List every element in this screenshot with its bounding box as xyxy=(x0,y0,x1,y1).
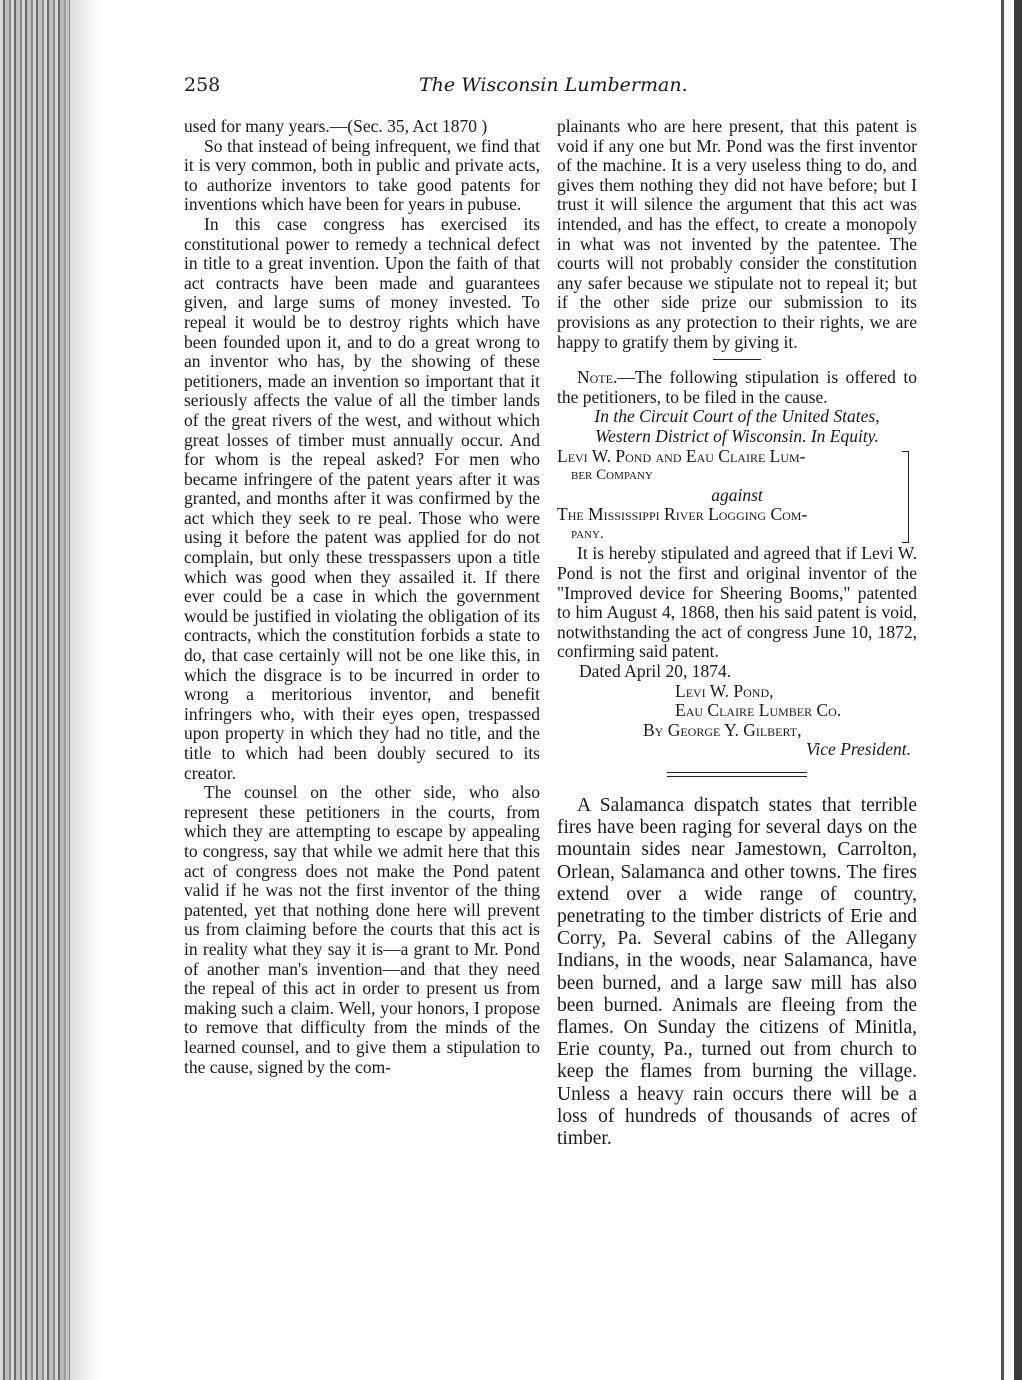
signer-title: Vice President. xyxy=(806,739,911,760)
signer: Levi W. Pond, xyxy=(675,680,774,701)
signer: By George Y. Gilbert, xyxy=(643,719,802,740)
binding-shadow xyxy=(60,0,100,1380)
paragraph: In this case congress has exercised its constitutional power to remedy a technical defect in title to a great invention. Upon the faith of that act contracts have been made and guarantees given, and large sums of money invested. To repeal it would be to destroy rights which have been founded upon it, and to do a great wrong to an inventor who has, by the showing of these petitioners, made an invention so important that it seriously affects the value of all the timber lands of the great rivers of the west, and without which great losses of timber must annually occur. And for whom is the repeal asked? For men who became infringere of the patent years after it was granted, and months after it was confirmed by the act which they seek to re peal. Those who were using it before the patent was applied for do not complain, but only these tresspassers upon a title which was good when they assailed it. If there ever could be a case in which the government would be justified in violating the obligation of its contracts, which the constitution forbids a state to do, that case certainly will not be one like this, in which the disgrace is to be incurred in order to wrong a meritorious inventor, and benefit infringers who, with their eyes open, trespassed upon property in which they had no title, and the title to which had been doubly secured to its creator. xyxy=(184,213,540,783)
right-column xyxy=(557,117,917,1150)
dated-line: Dated April 20, 1874. xyxy=(579,661,732,682)
dispatch-paragraph: A Salamanca dispatch states that terrible fires have been raging for several days on the mountain sides near Jamestown, Carrolton, Orlean, Salamanca and other towns. The fires extend over a wide range of country, penetrating to the timber districts of Erie and Corry, Pa. Several cabins of the Allegany Indians, in the woods, near Salamanca, have been burned, and a large saw mill has also been burned. Animals are fleeing from the flames. On Sunday the citizens of Minitla, Erie county, Pa., turned out from church to keep the flames from burning the village. Unless a heavy rain occurs there will be a loss of hundreds of thousands of acres of timber. xyxy=(557,795,917,1150)
case-defendant: The Mississippi River Logging Com- xyxy=(557,504,808,525)
paragraph: The counsel on the other side, who also represent these petitioners in the courts, from which they are attempting to escape by appealing to congress, say that while we admit here that this act of congress does not make the Pond patent valid if he was not the first inventor of the thing patented, yet that nothing done here will prevent us from claiming before the courts that this act is in reality what they say it is—a grant to Mr. Pond of another man's invention—and that they need the repeal of this act in order to present us from making such a claim. Well, your honors, I propose to remove that difficulty from the minds of the learned counsel, and to give them a stipulation to the cause, signed by the com- xyxy=(184,782,540,1077)
case-defendant-cont: pany. xyxy=(571,525,604,542)
double-divider xyxy=(667,772,807,777)
left-column xyxy=(184,117,540,1077)
paragraph: plainants who are here present, that this patent is void if any one but Mr. Pond was the first inventor of the machine. It is a very useless thing to do, and gives them nothing they did not have before; but I trust it will silence the argument that this act was intended, and has the effect, to create a monopoly in what was not invented by the patentee. The courts will not probably consider the constitution any safer because we stipulate not to repeal it; but if the other side prize our submission to its provisions as any protection to their rights, we are happy to gratify them by giving it. xyxy=(557,116,917,352)
page-number: 258 xyxy=(184,74,221,96)
case-caption xyxy=(557,447,917,545)
signer: Eau Claire Lumber Co. xyxy=(675,700,842,721)
court-heading-line2: Western District of Wisconsin. In Equity. xyxy=(595,425,879,446)
case-against: against xyxy=(711,484,763,505)
note-label: Note. xyxy=(577,367,618,388)
court-heading-line1: In the Circuit Court of the United States, xyxy=(594,406,880,427)
case-bracket xyxy=(902,451,909,543)
note-text: —The following stipulation is offered to the petitioners, to be filed in the cause. xyxy=(557,367,917,407)
case-plaintiff-cont: ber Company xyxy=(571,467,653,484)
paragraph: So that instead of being infrequent, we find that it is very common, both in public and private acts, to authorize inventors to take good patents for inventions which have been for years in pubuse. xyxy=(184,135,540,215)
paragraph: used for many years.—(Sec. 35, Act 1870 ) xyxy=(184,116,488,136)
stipulation: It is hereby stipulated and agreed that if Levi W. Pond is not the first and original inventor of the "Improved device for Sheering Booms," patented to him August 4, 1868, then his said patent is void, notwithstanding the act of congress June 10, 1872, confirming said patent. xyxy=(557,543,917,662)
page-edge-line xyxy=(1001,0,1004,1380)
running-title: The Wisconsin Lumberman. xyxy=(419,74,688,96)
page-edge xyxy=(1014,0,1022,1380)
page-header xyxy=(184,74,944,98)
section-divider xyxy=(713,359,761,360)
note-paragraph xyxy=(557,368,917,407)
case-plaintiff: Levi W. Pond and Eau Claire Lum- xyxy=(557,445,806,466)
